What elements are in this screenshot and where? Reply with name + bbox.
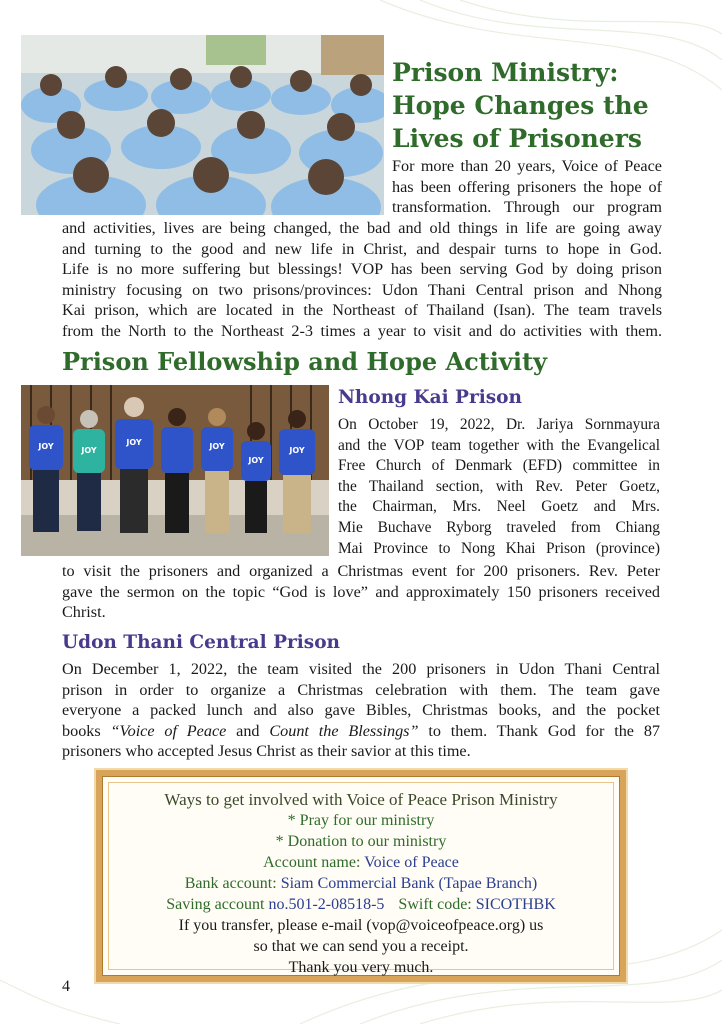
text-line: prisoners who accepted Jesus Christ as their savior at this time. — [62, 742, 471, 761]
text-line: For more than 20 years, Voice of Peace — [392, 157, 662, 175]
text-fragment: and — [226, 721, 270, 740]
saving-account-label: Saving account — [166, 896, 269, 913]
text-line: Mai Province to Nong Khai Prison (province) — [338, 539, 660, 557]
account-name-line — [102, 853, 620, 873]
get-involved-box — [96, 770, 626, 982]
shirt-label: JOY — [81, 446, 97, 455]
text-line: Free Church of Denmark (EFD) committee in — [338, 457, 660, 475]
text-fragment: books — [62, 721, 111, 740]
udon-thani-heading: Udon Thani Central Prison — [62, 632, 341, 653]
text-line: everyone a packed lunch and also gave Bibles, Christmas books, and the pocket — [62, 701, 660, 720]
book-title-voice-of-peace: “Voice of Peace — [110, 721, 227, 740]
nhong-kai-heading: Nhong Kai Prison — [338, 387, 522, 408]
bank-account-line — [102, 874, 620, 894]
text-line: Christ. — [62, 603, 106, 622]
swift-code-value: SICOTHBK — [475, 896, 556, 913]
transfer-note-line2: so that we can send you a receipt. — [253, 938, 469, 955]
prisoners-photo-illustration — [21, 35, 384, 215]
team-photo — [21, 385, 329, 556]
udon-thani-text — [62, 659, 660, 762]
prisoners-photo — [21, 35, 384, 215]
book-title-count-the-blessings: Count the Blessings” — [269, 721, 419, 740]
text-line: Kai prison, which are located in the Northeast of Thailand (Isan). The team travels — [62, 301, 662, 320]
nhong-kai-full-text — [62, 561, 660, 623]
shirt-label: JOY — [209, 442, 225, 451]
text-fragment: to them. Thank God for the 87 — [418, 721, 661, 740]
ministry-intro-side — [392, 156, 662, 218]
page-number: 4 — [62, 978, 70, 995]
account-name-label: Account name: — [263, 854, 365, 871]
swift-code-label: Swift code: — [398, 896, 476, 913]
saving-account-line — [102, 895, 620, 915]
shirt-label: JOY — [248, 456, 264, 465]
prison-fellowship-title: Prison Fellowship and Hope Activity — [62, 347, 548, 376]
ministry-intro-full — [62, 218, 662, 342]
text-line: and the VOP team together with the Evangelical — [338, 436, 660, 454]
text-line: On December 1, 2022, the team visited the 200 prisoners in Udon Thani Central — [62, 660, 660, 678]
thank-you-line: Thank you very much. — [288, 959, 434, 976]
text-line: Life is no more suffering but blessings! VOP has been serving God by doing prison — [62, 260, 662, 279]
text-line: the Chairman, Mrs. Neel Goetz and Mrs. — [338, 498, 660, 516]
title-line: Lives of Prisoners — [392, 124, 642, 153]
account-name-value: Voice of Peace — [364, 854, 459, 871]
text-line: has been offering prisoners the hope of — [392, 177, 662, 196]
transfer-note-line1: If you transfer, please e-mail (vop@voiceofpeace.org) us — [178, 917, 544, 934]
text-line: the Thailand section, with Rev. Peter Goetz, — [338, 477, 660, 495]
text-line: ministry focusing on two prisons/provinces: Udon Thani Central prison and Nhong — [62, 280, 662, 299]
text-line: from the North to the Northeast 2-3 times a year to visit and do activities with them. — [62, 321, 662, 340]
prison-ministry-title — [392, 56, 702, 155]
nhong-kai-side-text — [338, 415, 660, 559]
text-line: and activities, lives are being changed, the bad and old things in life are going away — [62, 219, 662, 237]
bank-account-value: Siam Commercial Bank (Tapae Branch) — [280, 875, 538, 892]
text-line: Mie Buchave Ryborg traveled from Chiang — [338, 518, 660, 536]
text-line — [62, 721, 660, 742]
title-line: Hope Changes the — [392, 91, 649, 120]
donation-item: * Donation to our ministry — [275, 833, 447, 850]
shirt-label: JOY — [38, 442, 54, 451]
bank-account-label: Bank account: — [184, 875, 281, 892]
team-photo-illustration — [21, 385, 329, 556]
get-involved-title: Ways to get involved with Voice of Peace Prison Ministry — [164, 790, 558, 809]
text-line: to visit the prisoners and organized a Christmas event for 200 prisoners. Rev. Peter — [62, 562, 660, 580]
saving-account-value: no.501-2-08518-5 — [268, 896, 385, 913]
text-line: and turning to the good and new life in Christ, and despair turns to hope in God. — [62, 239, 662, 258]
text-line: On October 19, 2022, Dr. Jariya Sornmayura — [338, 416, 660, 433]
pray-item: * Pray for our ministry — [287, 812, 435, 829]
shirt-label: JOY — [126, 438, 142, 447]
text-line: gave the sermon on the topic “God is love” and approximately 150 prisoners received — [62, 582, 660, 601]
title-line: Prison Ministry: — [392, 58, 619, 87]
shirt-label: JOY — [289, 446, 305, 455]
text-line: transformation. Through our program — [392, 198, 662, 217]
text-line: prison in order to organize a Christmas celebration with them. The team gave — [62, 680, 660, 699]
